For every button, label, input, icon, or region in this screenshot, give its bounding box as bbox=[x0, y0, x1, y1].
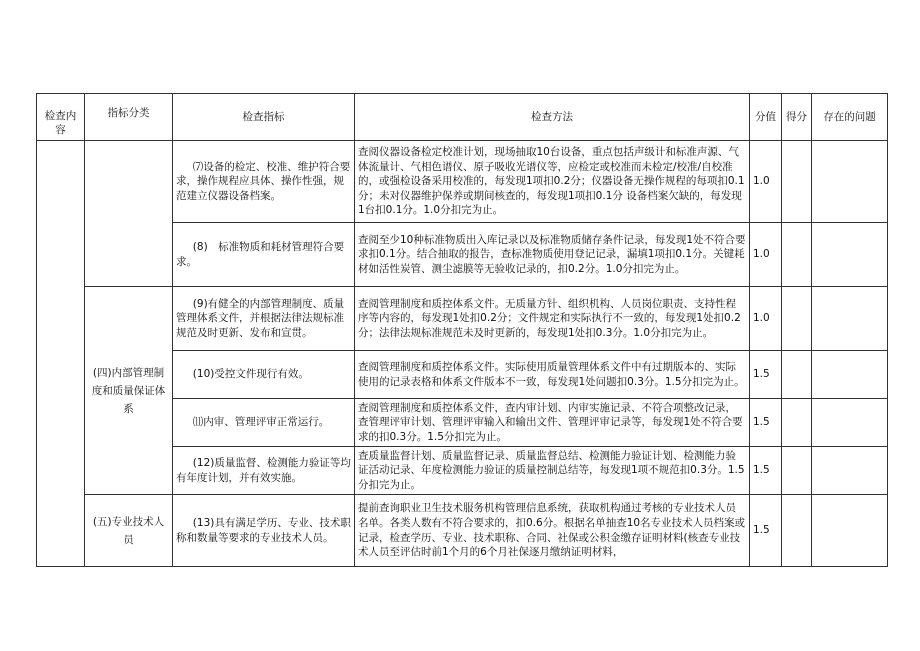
method-cell: 查阅管理制度和质控体系文件，查内审计划、内审实施记录、不符合项整改记录，查管理评审计划、管理评审输入和输出文件、管理评审记录等，每发现1处不符合要求的扣0.3分。1.5分扣完为止。 bbox=[355, 399, 750, 447]
method-cell: 查阅至少10种标准物质出入库记录以及标准物质储存条件记录，每发现1处不符合要求扣0.1分。结合抽取的报告，查标准物质使用登记记录，漏填1项扣0.1分。关键耗材如活性炭管、测尘滤膜等无验收记录的，扣0.2分。1.0分扣完为止。 bbox=[355, 223, 750, 287]
inspection-table bbox=[36, 93, 888, 567]
issues-cell bbox=[812, 351, 888, 399]
category-cell: (四)内部管理制度和质量保证体系 bbox=[85, 287, 173, 495]
method-cell: 查阅管理制度和质控体系文件。无质量方针、组织机构、人员岗位职责、支持性程序等内容的，每发现1处扣0.2分；文件规定和实际执行不一致的，每发现1处扣0.2分；法律法规标准规范未及时更新的，每发现1处扣0.3分。1.0分扣完为止。 bbox=[355, 287, 750, 351]
header-method: 检查方法 bbox=[355, 94, 750, 141]
category-cell-empty bbox=[85, 141, 173, 287]
table-row bbox=[37, 287, 888, 351]
indicator-cell: (13)具有满足学历、专业、技术职称和数量等要求的专业技术人员。 bbox=[173, 495, 355, 567]
method-cell: 查阅管理制度和质控体系文件。实际使用质量管理体系文件中有过期版本的、实际使用的记录表格和体系文件版本不一致，每发现1处问题扣0.3分。1.5分扣完为止。 bbox=[355, 351, 750, 399]
indicator-cell: (9)有健全的内部管理制度、质量管理体系文件，并根据法律法规标准规范及时更新、发布和宣贯。 bbox=[173, 287, 355, 351]
score-cell: 1.5 bbox=[750, 495, 782, 567]
header-row bbox=[37, 94, 888, 141]
got-score-cell bbox=[782, 351, 812, 399]
got-score-cell bbox=[782, 141, 812, 223]
header-issues: 存在的问题 bbox=[812, 94, 888, 141]
got-score-cell bbox=[782, 223, 812, 287]
issues-cell bbox=[812, 399, 888, 447]
method-cell: 提前查询职业卫生技术服务机构管理信息系统，获取机构通过考核的专业技术人员名单。各类人数有不符合要求的，扣0.6分。根据名单抽查10名专业技术人员档案或记录，检查学历、专业、技术职称、合同、社保或公积金缴存证明材料(核查专业技术人员至评估时前1个月的6个月社保逐月缴纳证明材料， bbox=[355, 495, 750, 567]
issues-cell bbox=[812, 223, 888, 287]
score-cell: 1.5 bbox=[750, 399, 782, 447]
indicator-cell: (12)质量监督、检测能力验证等均有年度计划，并有效实施。 bbox=[173, 447, 355, 495]
header-indicator: 检查指标 bbox=[173, 94, 355, 141]
issues-cell bbox=[812, 287, 888, 351]
issues-cell bbox=[812, 141, 888, 223]
indicator-cell: (10)受控文件现行有效。 bbox=[173, 351, 355, 399]
got-score-cell bbox=[782, 287, 812, 351]
header-category: 指标分类 bbox=[85, 94, 173, 141]
got-score-cell bbox=[782, 399, 812, 447]
header-score: 分值 bbox=[750, 94, 782, 141]
indicator-cell: (8) 标准物质和耗材管理符合要求。 bbox=[173, 223, 355, 287]
method-cell: 查质量监督计划、质量监督记录、质量监督总结、检测能力验证计划、检测能力验证活动记录、年度检测能力验证的质量控制总结等，每发现1项不规范扣0.3分。1.5分扣完为止。 bbox=[355, 447, 750, 495]
got-score-cell bbox=[782, 447, 812, 495]
score-cell: 1.0 bbox=[750, 287, 782, 351]
header-check-content: 检查内容 bbox=[37, 94, 85, 141]
score-cell: 1.0 bbox=[750, 223, 782, 287]
table-row bbox=[37, 495, 888, 567]
score-cell: 1.0 bbox=[750, 141, 782, 223]
score-cell: 1.5 bbox=[750, 351, 782, 399]
issues-cell bbox=[812, 447, 888, 495]
indicator-cell: ⑾内审、管理评审正常运行。 bbox=[173, 399, 355, 447]
header-got-score: 得分 bbox=[782, 94, 812, 141]
check-content-cell bbox=[37, 141, 85, 567]
table-row bbox=[37, 141, 888, 223]
category-cell: (五)专业技术人员 bbox=[85, 495, 173, 567]
indicator-cell: ⑺设备的检定、校准、维护符合要求，操作规程应具体、操作性强，规范建立仪器设备档案。 bbox=[173, 141, 355, 223]
score-cell: 1.5 bbox=[750, 447, 782, 495]
issues-cell bbox=[812, 495, 888, 567]
got-score-cell bbox=[782, 495, 812, 567]
method-cell: 查阅仪器设备检定校准计划，现场抽取10台设备，重点包括声级计和标准声源、气体流量计、气相色谱仪、原子吸收光谱仪等，应检定或校准而未检定/校准/自校准的，或强检设备采用校准的，每发现1项扣0.2分；仪器设备无操作规程的每项扣0.1分；未对仪器维护保养或期间核查的，每发现1项扣0.1分 设备档案欠缺的，每发现1台扣0.1分。1.0分扣完为止。 bbox=[355, 141, 750, 223]
